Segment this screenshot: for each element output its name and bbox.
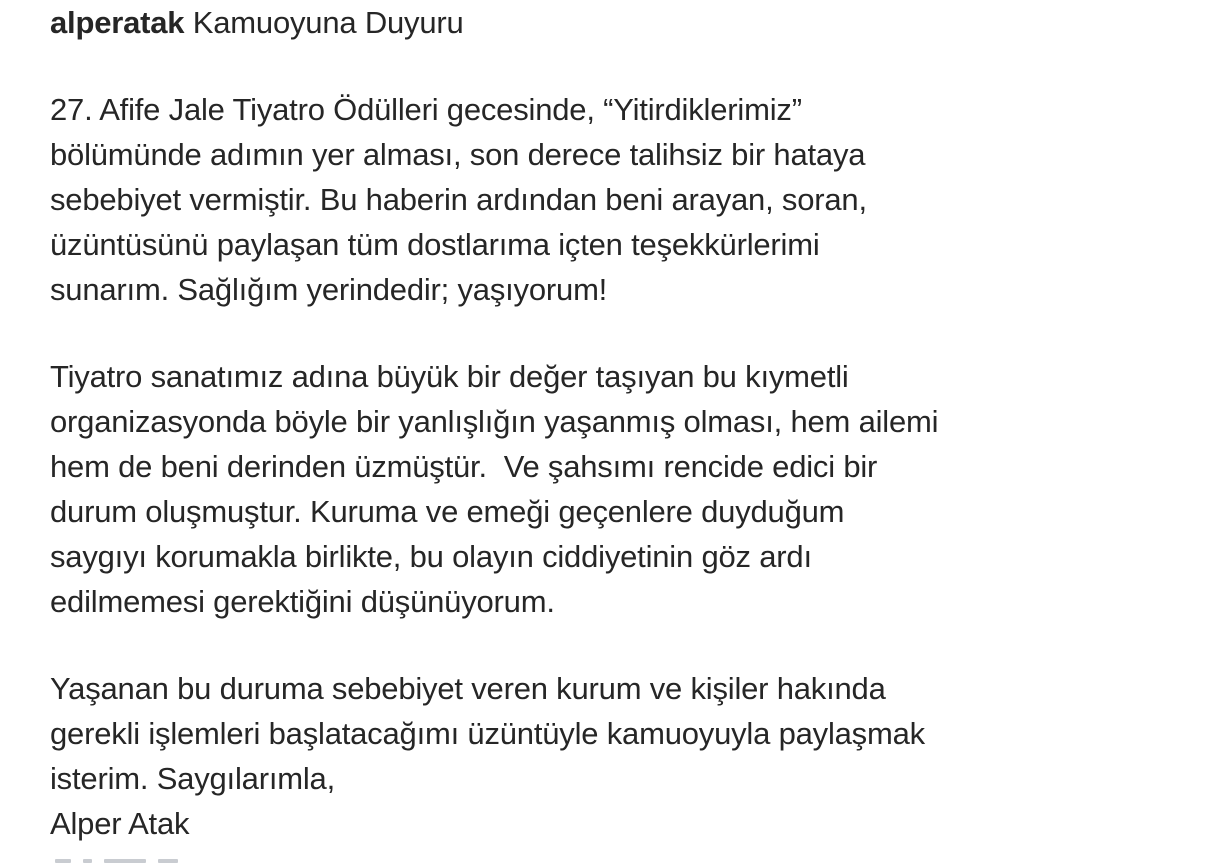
cutoff-ink-mark: [55, 859, 71, 863]
cutoff-ink-mark: [104, 859, 146, 863]
caption-line: bölümünde adımın yer alması, son derece talihsiz bir hataya: [50, 137, 866, 172]
signature-line: Alper Atak: [50, 806, 190, 841]
cutoff-next-line-fragment: [55, 859, 178, 863]
caption-line: sunarım. Sağlığım yerindedir; yaşıyorum!: [50, 272, 608, 307]
username-link[interactable]: alperatak: [50, 5, 185, 40]
caption-title: Kamuoyuna Duyuru: [192, 5, 464, 40]
caption-line: organizasyonda böyle bir yanlışlığın yaşanmış olması, hem ailemi: [50, 404, 939, 439]
paragraph-3: [50, 666, 1166, 846]
caption-line: Tiyatro sanatımız adına büyük bir değer taşıyan bu kıymetli: [50, 359, 849, 394]
caption-line: saygıyı korumakla birlikte, bu olayın ciddiyetinin göz ardı: [50, 539, 812, 574]
caption-header: [50, 0, 1166, 45]
caption-line: hem de beni derinden üzmüştür. Ve şahsımı rencide edici bir: [50, 449, 878, 484]
caption-line: isterim. Saygılarımla,: [50, 761, 335, 796]
caption-line: durum oluşmuştur. Kuruma ve emeği geçenlere duyduğum: [50, 494, 845, 529]
cutoff-ink-mark: [158, 859, 178, 863]
caption-line: sebebiyet vermiştir. Bu haberin ardından beni arayan, soran,: [50, 182, 867, 217]
paragraph-2: [50, 354, 1166, 624]
caption-line: Yaşanan bu duruma sebebiyet veren kurum ve kişiler hakında: [50, 671, 886, 706]
caption-line: 27. Afife Jale Tiyatro Ödülleri gecesinde, “Yitirdiklerimiz”: [50, 92, 802, 127]
caption-line: edilmemesi gerektiğini düşünüyorum.: [50, 584, 555, 619]
paragraph-1: [50, 87, 1166, 312]
caption-line: gerekli işlemleri başlatacağımı üzüntüyle kamuoyuyla paylaşmak: [50, 716, 925, 751]
cutoff-ink-mark: [83, 859, 92, 863]
caption-line: üzüntüsünü paylaşan tüm dostlarıma içten teşekkürlerimi: [50, 227, 820, 262]
username-separator: [184, 5, 192, 40]
